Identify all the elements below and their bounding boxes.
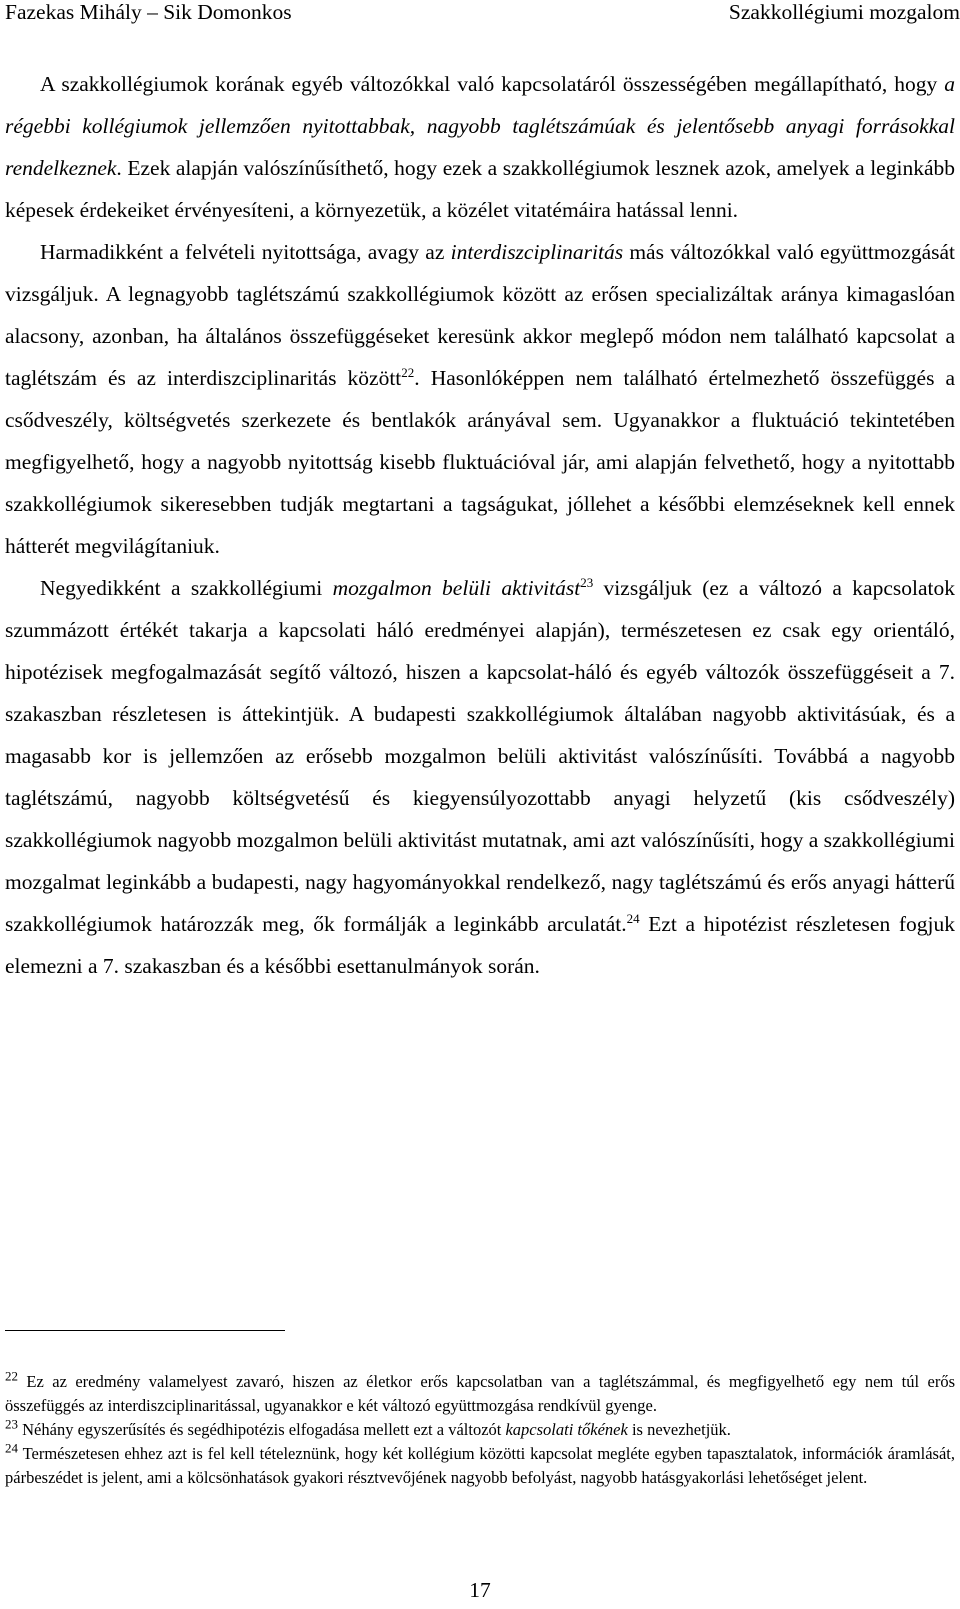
paragraph-1-italic: a régebbi kollégiumok jellemzően nyitottabbak, nagyobb taglétszámúak és jelentősebb anyagi forrásokkal rendelkeznek (5, 72, 955, 180)
paragraph-3-text-d: Ezt a hipotézist részletesen fogjuk elemezni a 7. szakaszban és a későbbi esettanulmányok során. (5, 912, 955, 978)
footnote-23 (5, 1418, 955, 1442)
body-text (5, 63, 955, 987)
paragraph-1-text-c: . Ezek alapján valószínűsíthető, hogy ezek a szakkollégiumok lesznek azok, amelyek a leginkább képesek érdekeiket érvényesíteni, a környezetük, a közélet vitatémáira hatással lenni. (5, 156, 955, 222)
footnote-22 (5, 1370, 955, 1418)
footnote-ref-23[interactable]: 23 (580, 574, 594, 590)
paragraph-3-text-c: vizsgáljuk (ez a változó a kapcsolatok szummázott értékét takarja a kapcsolati háló eredményei alapján), természetesen ez csak egy orientáló, hipotézisek megfogalmazását segítő változó, hiszen a kapcsolat-háló és egyéb változók összefüggéseit a 7. szakaszban részletesen is áttekintjük. A budapesti szakkollégiumok általában nagyobb aktivitásúak, és a magasabb kor is jellemzően az erősebb mozgalmon belüli aktivitást valószínűsíti. Továbbá a nagyobb taglétszámú, nagyobb költségvetésű és kiegyensúlyozottabb anyagi helyzetű (kis csődveszély) szakkollégiumok nagyobb mozgalmon belüli aktivitást mutatnak, ami azt valószínűsíti, hogy a szakkollégiumi mozgalmat leginkább a budapesti, nagy hagyományokkal rendelkező, nagy taglétszámú és erős anyagi hátterű szakkollégiumok határozzák meg, ők formálják a leginkább arculatát. (5, 576, 955, 936)
footnote-22-text: Ez az eredmény valamelyest zavaró, hiszen az életkor erős kapcsolatban van a taglétszámmal, és megfigyelhető egy nem túl erős összefüggés az interdiszciplinaritással, ugyanakkor e két változó együttmozgása rendkívül gyenge. (5, 1372, 955, 1415)
footnote-23-italic: kapcsolati tőkének (505, 1420, 628, 1439)
page-number: 17 (469, 1578, 491, 1602)
footnote-23-text-a: Néhány egyszerűsítés és segédhipotézis elfogadása mellett ezt a változót (18, 1420, 506, 1439)
paragraph-2-text-c: más változókkal való együttmozgását vizsgáljuk. A legnagyobb taglétszámú szakkollégiumok között az erősen specializáltak aránya kimagaslóan alacsony, azonban, ha általános összefüggéseket keresünk akkor meglepő módon nem található kapcsolat a taglétszám és az interdiszciplinaritás között (5, 240, 955, 390)
footnote-22-number: 22 (5, 1368, 18, 1384)
paragraph-2-italic: interdiszciplinaritás (450, 240, 624, 264)
paragraph-3 (5, 567, 955, 987)
footnote-24 (5, 1442, 955, 1490)
footnote-divider (5, 1330, 285, 1331)
header-authors: Fazekas Mihály – Sik Domonkos (5, 0, 292, 24)
paragraph-2 (5, 231, 955, 567)
paragraph-1 (5, 63, 955, 231)
running-header (5, 0, 960, 26)
paragraph-3-text-a: Negyedikként a szakkollégiumi (40, 576, 333, 600)
footnote-24-text: Természetesen ehhez azt is fel kell tételeznünk, hogy két kollégium közötti kapcsolat megléte egyben tapasztalatok, információk áramlását, párbeszédet is jelent, ami a kölcsönhatások gyakori résztvevőjének nagyobb befolyást, nagyobb hatásgyakorlási lehetőséget jelent. (5, 1444, 955, 1487)
footnote-ref-24[interactable]: 24 (626, 910, 640, 926)
paragraph-1-text-a: A szakkollégiumok korának egyéb változókkal való kapcsolatáról összességében megállapítható, hogy (40, 72, 945, 96)
footnotes (5, 1370, 955, 1490)
paragraph-3-italic: mozgalmon belüli aktivitást (332, 576, 581, 600)
paragraph-2-text-d: . Hasonlóképpen nem található értelmezhető összefüggés a csődveszély, költségvetés szerkezete és bentlakók arányával sem. Ugyanakkor a fluktuáció tekintetében megfigyelhető, hogy a nagyobb nyitottság kisebb fluktuációval jár, ami alapján felvethető, hogy a nyitottabb szakkollégiumok sikeresebben tudják megtartani a tagságukat, jóllehet a későbbi elemzéseknek kell ennek hátterét megvilágítaniuk. (5, 366, 955, 558)
footnote-23-number: 23 (5, 1416, 18, 1432)
footnote-23-text-c: is nevezhetjük. (627, 1420, 731, 1439)
header-title: Szakkollégiumi mozgalom (728, 0, 960, 24)
paragraph-2-text-a: Harmadikként a felvételi nyitottsága, avagy az (40, 240, 451, 264)
footnote-24-number: 24 (5, 1440, 18, 1456)
footnote-ref-22[interactable]: 22 (401, 364, 415, 380)
